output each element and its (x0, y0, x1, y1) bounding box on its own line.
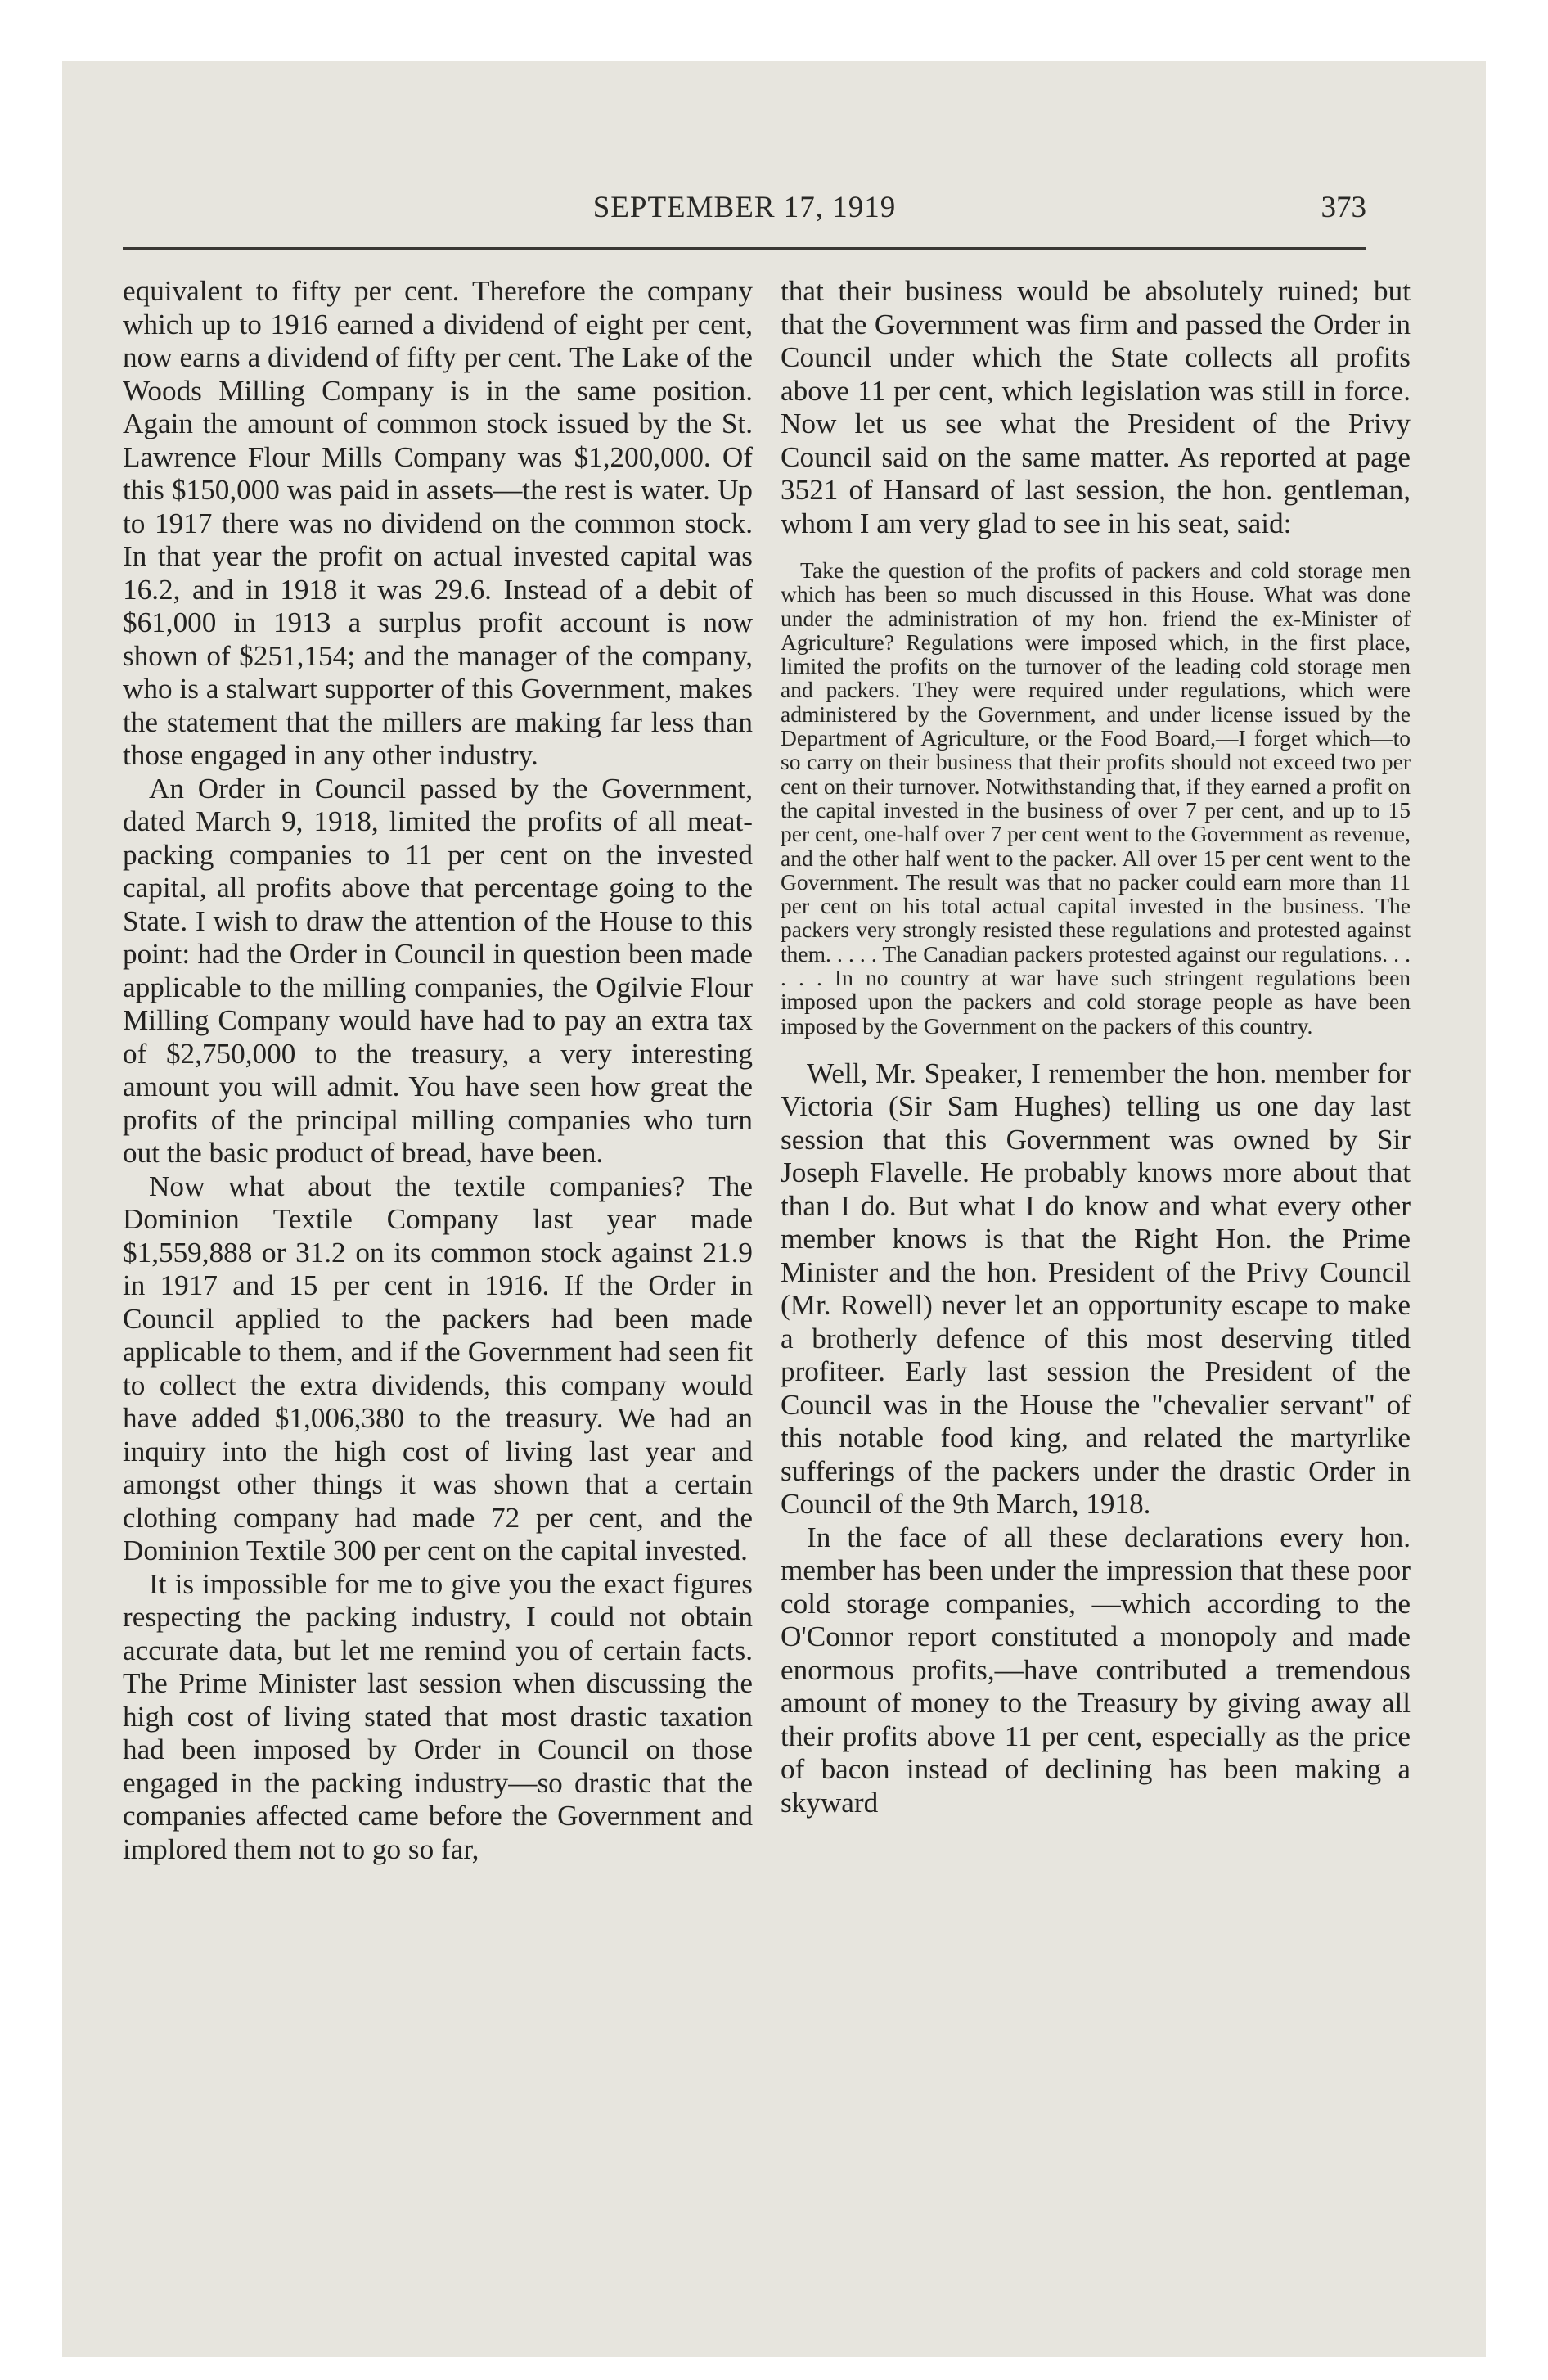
running-head: SEPTEMBER 17, 1919 (592, 191, 897, 224)
header-rule (123, 247, 1366, 250)
left-paragraph-1: equivalent to fifty per cent. Therefore the company which up to 1916 earned a dividend of eight per cent, now earns a dividend of fifty per cent. The Lake of the Woods Milling Company is in the same position. Again the amount of common stock issued by the St. Lawrence Flour Mills Company was $1,200,000. Of this $150,000 was paid in assets—the rest is water. Up to 1917 there was no dividend on the common stock. In that year the profit on actual invested capital was 16.2, and in 1918 it was 29.6. Instead of a debit of $61,000 in 1913 a surplus profit account is now shown of $251,154; and the manager of the company, who is a stalwart supporter of this Government, makes the statement that the millers are making far less than those engaged in any other industry. (123, 275, 753, 771)
page-number: 373 (1321, 191, 1366, 224)
right-column (781, 275, 1411, 2256)
right-paragraph-3: In the face of all these declarations every hon. member has been under the impression that these poor cold storage companies, —which according to the O'Connor report constituted a monopoly and made enormous profits,—have contributed a tremendous amount of money to the Treasury by giving away all their profits above 11 per cent, especially as the price of bacon instead of declining has been making a skyward (781, 1521, 1411, 1819)
hansard-quotation: Take the question of the profits of packers and cold storage men which has been so much discussed in this House. What was done under the administration of my hon. friend the ex-Minister of Agriculture? Regulations were imposed which, in the first place, limited the profits on the turnover of the leading cold storage men and packers. They were required under regulations, which were administered by the Government, and under license issued by the Department of Agriculture, or the Food Board,—I forget which—to so carry on their business that their profits should not exceed two per cent on their turnover. Notwithstanding that, if they earned a profit on the capital invested in the business of over 7 per cent, and up to 15 per cent, one-half over 7 per cent went to the Government as revenue, and the other half went to the packer. All over 15 per cent went to the Government. The result was that no packer could earn more than 11 per cent on his total actual capital invested in the business. The packers very strongly resisted these regulations and protested against them. . . . . The Canadian packers protested against our regulations. . . . . . In no country at war have such stringent regulations been imposed upon the packers and cold storage people as have been imposed by the Government on the packers of this country. (781, 557, 1411, 1039)
left-column (123, 275, 753, 2256)
left-paragraph-3: Now what about the textile companies? The Dominion Textile Company last year made $1,559,888 or 31.2 on its common stock against 21.9 in 1917 and 15 per cent in 1916. If the Order in Council applied to the packers had been made applicable to them, and if the Government had seen fit to collect the extra dividends, this company would have added $1,006,380 to the treasury. We had an inquiry into the high cost of living last year and amongst other things it was shown that a certain clothing company had made 72 per cent, and the Dominion Textile 300 per cent on the capital invested. (123, 1170, 753, 1566)
left-paragraph-2: An Order in Council passed by the Government, dated March 9, 1918, limited the profits of all meat-packing companies to 11 per cent on the invested capital, all profits above that percentage going to the State. I wish to draw the attention of the House to this point: had the Order in Council in question been made applicable to the milling companies, the Ogilvie Flour Milling Company would have had to pay an extra tax of $2,750,000 to the treasury, a very interesting amount you will admit. You have seen how great the profits of the principal milling companies who turn out the basic product of bread, have been. (123, 772, 753, 1169)
left-paragraph-4: It is impossible for me to give you the exact figures respecting the packing industry, I could not obtain accurate data, but let me remind you of certain facts. The Prime Minister last session when discussing the high cost of living stated that most drastic taxation had been imposed by Order in Council on those engaged in the packing industry—so drastic that the companies affected came before the Government and implored them not to go so far, (123, 1567, 753, 1865)
right-paragraph-1: that their business would be absolutely ruined; but that the Government was firm and passed the Order in Council under which the State collects all profits above 11 per cent, which legislation was still in force. Now let us see what the President of the Privy Council said on the same matter. As reported at page 3521 of Hansard of last session, the hon. gentleman, whom I am very glad to see in his seat, said: (781, 275, 1411, 539)
right-paragraph-2: Well, Mr. Speaker, I remember the hon. member for Victoria (Sir Sam Hughes) telling us one day last session that this Government was owned by Sir Joseph Flavelle. He probably knows more about that than I do. But what I do know and what every other member knows is that the Right Hon. the Prime Minister and the hon. President of the Privy Council (Mr. Rowell) never let an opportunity escape to make a brotherly defence of this most deserving titled profiteer. Early last session the President of the Council was in the House the "chevalier servant" of this notable food king, and related the martyrlike sufferings of the packers under the drastic Order in Council of the 9th March, 1918. (781, 1057, 1411, 1521)
page-header (123, 190, 1366, 231)
